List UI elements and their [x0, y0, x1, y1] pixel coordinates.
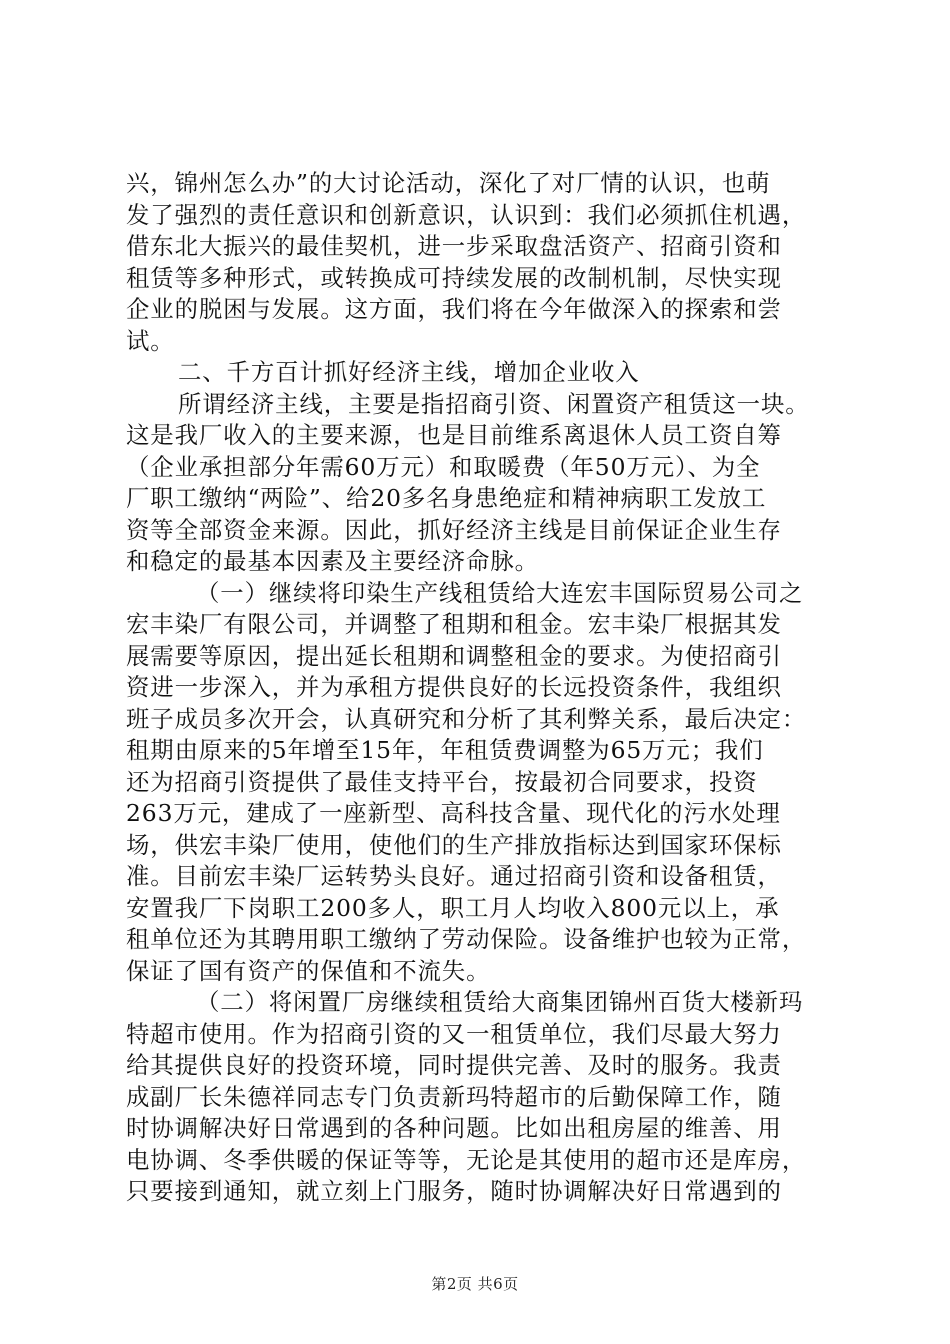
text-line: 时协调解决好日常遇到的各种问题。比如出租房屋的维善、用	[126, 1114, 782, 1142]
text-line: 还为招商引资提供了最佳支持平台，按最初合同要求，投资	[126, 767, 758, 796]
text-line: 场，供宏丰染厂使用，使他们的生产排放指标达到国家环保标	[126, 830, 782, 859]
text-line: 这是我厂收入的主要来源，也是目前维系离退休人员工资自筹	[126, 421, 782, 449]
text-line: （二）将闲置厂房继续租赁给大商集团锦州百货大楼新玛	[196, 988, 804, 1016]
text-line: 263万元，建成了一座新型、高科技含量、现代化的污水处理	[126, 799, 781, 827]
text-line: 准。目前宏丰染厂运转势头良好。通过招商引资和设备租赁，	[126, 862, 782, 890]
document-body	[126, 168, 836, 1208]
text-line: （企业承担部分年需60万元）和取暖费（年50万元）、为全	[126, 452, 761, 481]
text-line: 兴，锦州怎么办”的大讨论活动，深化了对厂情的认识，也萌	[126, 169, 771, 197]
text-line: 租单位还为其聘用职工缴纳了劳动保险。设备维护也较为正常，	[126, 925, 807, 953]
text-line: 资等全部资金来源。因此，抓好经济主线是目前保证企业生存	[126, 515, 782, 544]
text-line: 宏丰染厂有限公司，并调整了租期和租金。宏丰染厂根据其发	[126, 610, 782, 638]
text-line: 二、千方百计抓好经济主线，增加企业收入	[178, 358, 640, 386]
text-line: 安置我厂下岗职工200多人，职工月人均收入800元以上，承	[126, 893, 780, 922]
text-line: 借东北大振兴的最佳契机，进一步采取盘活资产、招商引资和	[126, 232, 782, 260]
text-line: 企业的脱困与发展。这方面，我们将在今年做深入的探索和尝	[126, 295, 782, 323]
text-line: 成副厂长朱德祥同志专门负责新玛特超市的后勤保障工作，随	[126, 1082, 782, 1111]
page-footer	[0, 1273, 950, 1294]
text-line: 租期由原来的5年增至15年，年租赁费调整为65万元；我们	[126, 736, 764, 764]
text-line: 厂职工缴纳“两险”、给20多名身患绝症和精神病职工发放工	[126, 484, 767, 512]
text-line: 班子成员多次开会，认真研究和分析了其利弊关系，最后决定：	[126, 704, 807, 733]
page-number-label: 第2页 共6页	[431, 1275, 519, 1293]
text-line: 试。	[126, 326, 175, 355]
text-line: 只要接到通知，就立刻上门服务，随时协调解决好日常遇到的	[126, 1177, 782, 1205]
text-line: 和稳定的最基本因素及主要经济命脉。	[126, 547, 539, 575]
text-line: 电协调、冬季供暖的保证等等，无论是其使用的超市还是库房，	[126, 1145, 807, 1174]
text-line: 给其提供良好的投资环境，同时提供完善、及时的服务。我责	[126, 1051, 782, 1079]
text-line: 保证了国有资产的保值和不流失。	[126, 956, 491, 985]
text-line: 资进一步深入，并为承租方提供良好的长远投资条件，我组织	[126, 673, 782, 701]
text-line: 发了强烈的责任意识和创新意识，认识到：我们必须抓住机遇，	[126, 200, 807, 229]
text-line: 特超市使用。作为招商引资的又一租赁单位，我们尽最大努力	[126, 1019, 782, 1048]
text-line: 租赁等多种形式，或转换成可持续发展的改制机制，尽快实现	[126, 263, 782, 292]
text-line: 展需要等原因，提出延长租期和调整租金的要求。为使招商引	[126, 641, 782, 670]
text-line: 所谓经济主线，主要是指招商引资、闲置资产租赁这一块。	[178, 389, 810, 418]
text-line: （一）继续将印染生产线租赁给大连宏丰国际贸易公司之	[196, 578, 804, 607]
